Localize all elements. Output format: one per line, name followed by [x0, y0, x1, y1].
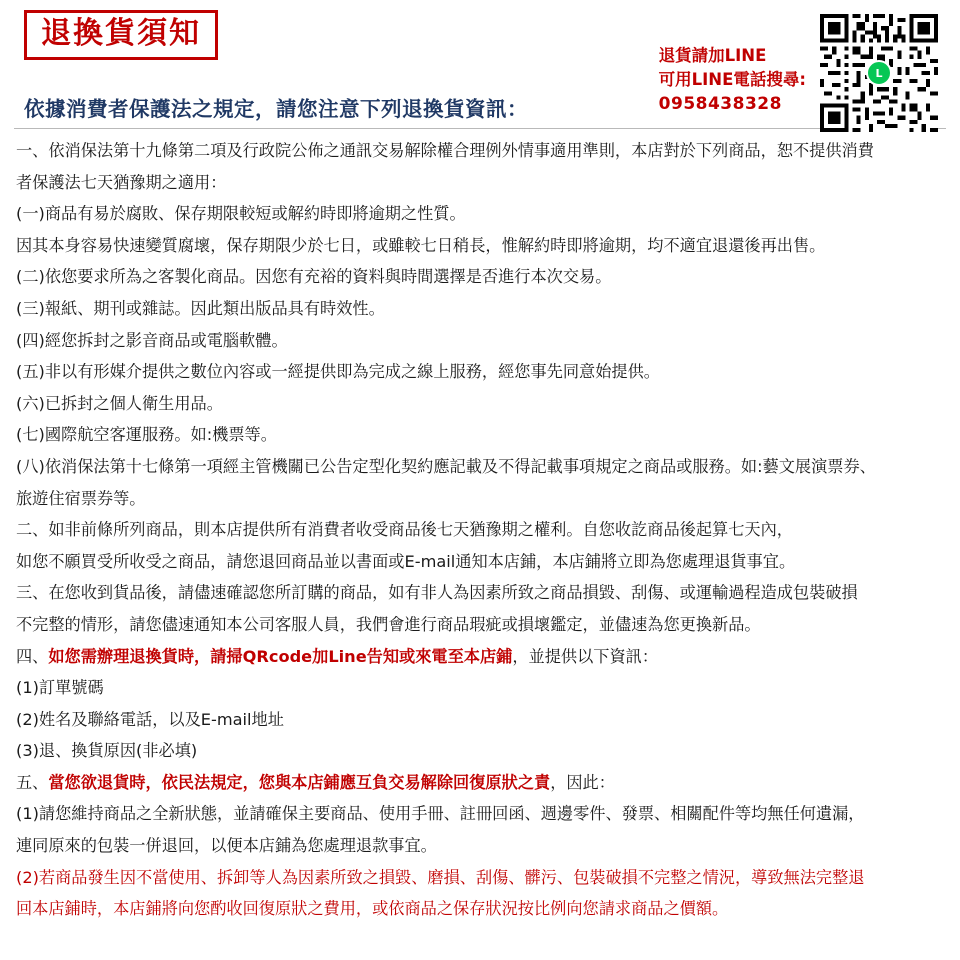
- section-5-item-2-line2: 回本店鋪時，本店鋪將向您酌收回復原狀之費用，或依商品之保存狀況按比例向您請求商品之價額。: [16, 899, 729, 919]
- divider: [14, 128, 946, 129]
- section-2-line2: 如您不願買受所收受之商品，請您退回商品並以書面或E-mail通知本店鋪，本店鋪將立即為您處理退貨事宜。: [16, 551, 796, 571]
- section-1-item-d: (四)經您拆封之影音商品或電腦軟體。: [16, 330, 288, 350]
- section-1-item-a: (一)商品有易於腐敗、保存期限較短或解約時即將逾期之性質。: [16, 204, 466, 224]
- section-1-head-line2: 者保護法七天猶豫期之適用：: [16, 172, 227, 192]
- section-5-emphasis: 當您欲退貨時，依民法規定，您與本店鋪應互負交易解除回復原狀之責: [48, 772, 551, 792]
- line-contact-block: [659, 44, 806, 116]
- section-1-item-b: (二)依您要求所為之客製化商品。因您有充裕的資料與時間選擇是否進行本次交易。: [16, 267, 612, 287]
- section-1-item-a-note: 因其本身容易快速變質腐壞，保存期限少於七日，或雖較七日稍長，惟解約時即將逾期，均不適宜退還後再出售。: [16, 235, 826, 255]
- section-1-item-h-line1: (八)依消保法第十七條第一項經主管機關已公告定型化契約應記載及不得記載事項規定之商品或服務。如:藝文展演票券、: [16, 456, 876, 476]
- section-4-item-2: (2)姓名及聯絡電話，以及E-mail地址: [16, 709, 284, 729]
- section-4-emphasis: 如您需辦理退換貨時，請掃QRcode加Line告知或來電至本店鋪: [48, 646, 513, 666]
- policy-body: [14, 135, 946, 925]
- section-3-line1: 三、在您收到貨品後，請儘速確認您所訂購的商品，如有非人為因素所致之商品損毀、刮傷、或運輸過程造成包裝破損: [16, 583, 858, 603]
- line-chat-icon: L: [866, 60, 892, 86]
- section-4-item-1: (1)訂單號碼: [16, 678, 104, 698]
- section-1-item-g: (七)國際航空客運服務。如:機票等。: [16, 425, 277, 445]
- section-4-suffix: ，並提供以下資訊：: [512, 646, 659, 666]
- section-4-prefix: 四、: [16, 646, 49, 666]
- section-1-item-f: (六)已拆封之個人衛生用品。: [16, 393, 223, 413]
- line-phone-number: 0958438328: [658, 93, 782, 114]
- page-title: 退換貨須知: [24, 10, 218, 60]
- section-1-head-line1: 一、依消保法第十九條第二項及行政院公佈之通訊交易解除權合理例外情事適用準則，本店對於下列商品，恕不提供消費: [16, 141, 874, 160]
- section-1-item-c: (三)報紙、期刊或雜誌。因此類出版品具有時效性。: [16, 298, 385, 318]
- section-4-item-3: (3)退、換貨原因(非必填): [16, 741, 198, 761]
- qr-code-icon: [820, 14, 938, 132]
- section-5-item-1-line2: 連同原來的包裝一併退回，以便本店鋪為您處理退款事宜。: [16, 836, 437, 856]
- section-5-item-2-line1: (2)若商品發生因不當使用、拆卸等人為因素所致之損毀、磨損、刮傷、髒污、包裝破損不完整之情況，導致無法完整退: [16, 867, 865, 887]
- section-5-suffix: ，因此：: [550, 772, 615, 792]
- section-3-line2: 不完整的情形，請您儘速通知本公司客服人員，我們會進行商品瑕疵或損壞鑑定，並儘速為您更換新品。: [16, 614, 761, 634]
- line-notice-line1: 退貨請加LINE: [658, 46, 767, 65]
- line-notice-line2: 可用LINE電話搜尋:: [658, 69, 806, 89]
- section-5-item-1-line1: (1)請您維持商品之全新狀態，並請確保主要商品、使用手冊、註冊回函、週邊零件、發票、相關配件等均無任何遺漏，: [16, 804, 865, 824]
- section-5-prefix: 五、: [16, 772, 49, 792]
- section-4-heading: [16, 641, 944, 673]
- section-5-heading: [16, 767, 944, 799]
- section-2-line1: 二、如非前條所列商品，則本店提供所有消費者收受商品後七天猶豫期之權利。自您收訖商品後起算七天內，: [16, 520, 793, 540]
- document-subtitle: 依據消費者保護法之規定，請您注意下列退換貨資訊：: [24, 97, 528, 121]
- section-1-item-h-line2: 旅遊住宿票券等。: [16, 488, 146, 508]
- section-1-item-e: (五)非以有形媒介提供之數位內容或一經提供即為完成之線上服務，經您事先同意始提供。: [16, 362, 660, 382]
